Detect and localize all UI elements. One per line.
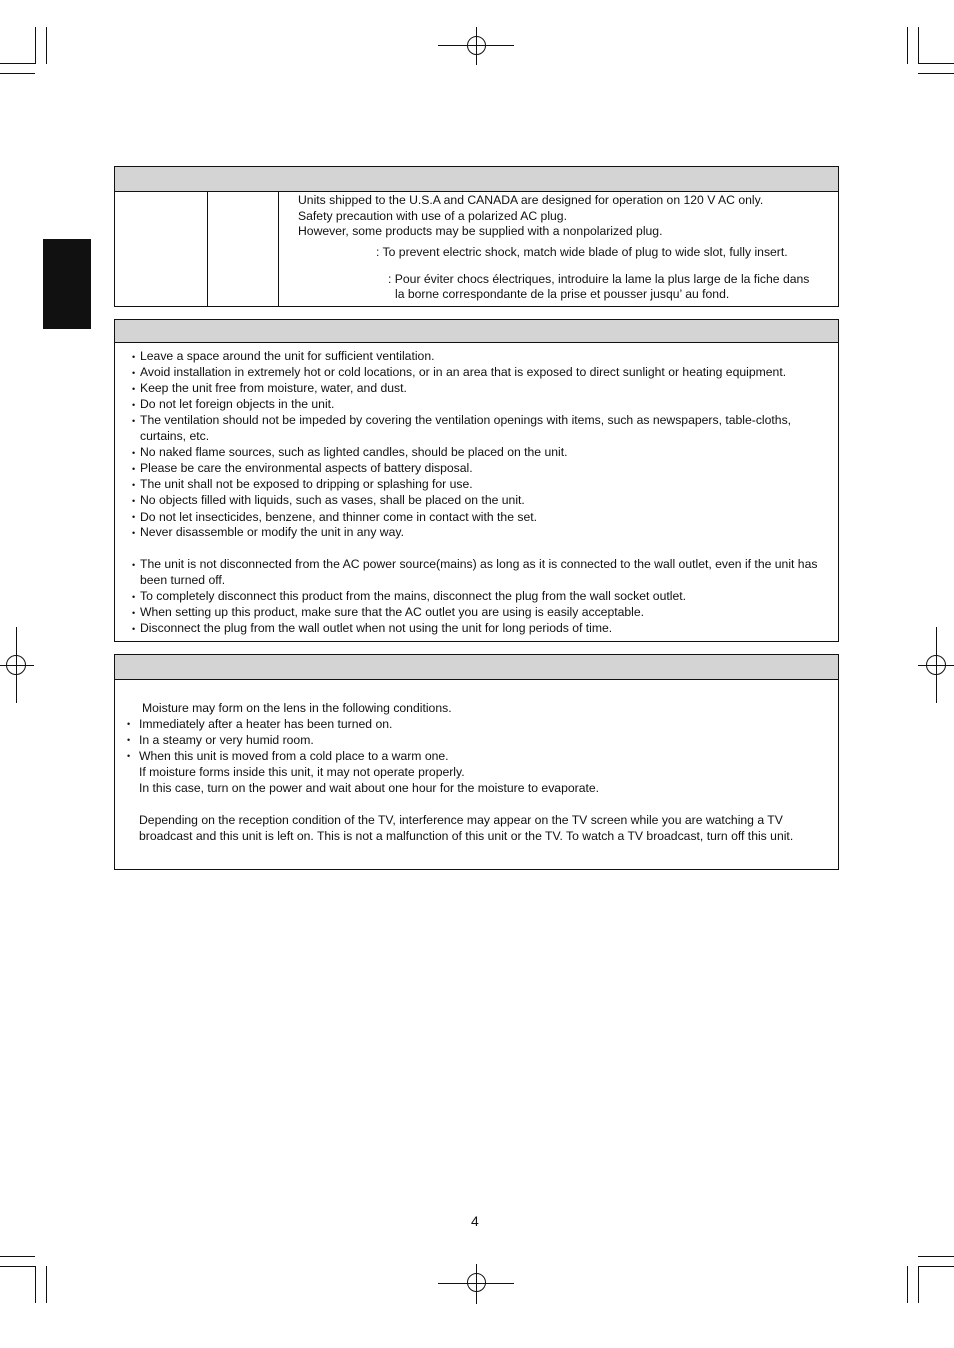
bullet: • <box>132 512 136 522</box>
list-item: Do not let insecticides, benzene, and thinner come in contact with the set. <box>140 510 537 524</box>
bullet: • <box>132 368 136 378</box>
list-item-continuation: curtains, etc. <box>140 429 210 443</box>
list-item: The unit is not disconnected from the AC power source(mains) as long as it is connected to the wall outlet, even if the unit has <box>140 557 818 571</box>
bullet: • <box>132 448 136 458</box>
precautions-header-bar <box>115 320 838 343</box>
bullet: • <box>132 528 136 538</box>
bullet: • <box>132 384 136 394</box>
list-item: Disconnect the plug from the wall outlet when not using the unit for long periods of time. <box>140 621 613 635</box>
power-supply-section <box>114 166 839 307</box>
list-item: When setting up this product, make sure that the AC outlet you are using is easily acceptable. <box>140 605 645 619</box>
bullet: • <box>132 400 136 410</box>
list-item: Avoid installation in extremely hot or cold locations, or in an area that is exposed to direct sunlight or heating equipment. <box>140 365 787 379</box>
list-item: Do not let foreign objects in the unit. <box>140 397 335 411</box>
power-polarized-text: Safety precaution with use of a polarized AC plug. <box>298 209 567 223</box>
precautions-section <box>114 319 839 642</box>
bullet: • <box>132 464 136 474</box>
bullet: • <box>127 719 131 729</box>
bullet: • <box>132 624 136 634</box>
list-item: Keep the unit free from moisture, water, and dust. <box>140 381 407 395</box>
list-item: The ventilation should not be impeded by covering the ventilation openings with items, such as newspapers, table-cloths, <box>140 413 792 427</box>
power-caution-english: : To prevent electric shock, match wide blade of plug to wide slot, fully insert. <box>376 245 788 259</box>
bullet: • <box>132 608 136 618</box>
list-item: No objects filled with liquids, such as vases, shall be placed on the unit. <box>140 493 525 507</box>
power-nonpolarized-text: However, some products may be supplied with a nonpolarized plug. <box>298 224 663 238</box>
list-item: When this unit is moved from a cold place to a warm one. <box>139 749 449 763</box>
bullet: • <box>132 560 136 570</box>
list-item: The unit shall not be exposed to dripping or splashing for use. <box>140 477 473 491</box>
list-item: Leave a space around the unit for sufficient ventilation. <box>140 349 435 363</box>
power-caution-french-1: : Pour éviter chocs électriques, introduire la lame la plus large de la fiche dans <box>388 272 810 286</box>
list-item: No naked flame sources, such as lighted candles, should be placed on the unit. <box>140 445 568 459</box>
bullet: • <box>132 352 136 362</box>
list-item: To completely disconnect this product from the mains, disconnect the plug from the wall socket outlet. <box>140 589 686 603</box>
moisture-remedy: In this case, turn on the power and wait about one hour for the moisture to evaporate. <box>139 781 600 795</box>
page-number: 4 <box>471 1213 479 1229</box>
moisture-note: If moisture forms inside this unit, it may not operate properly. <box>139 765 465 779</box>
bullet: • <box>132 416 136 426</box>
power-caution-french-2: la borne correspondante de la prise et pousser jusqu’ au fond. <box>395 287 730 301</box>
bullet: • <box>132 480 136 490</box>
notes-header-bar <box>115 655 838 680</box>
list-item: Please be care the environmental aspects of battery disposal. <box>140 461 473 475</box>
notes-section <box>114 654 839 870</box>
list-item-continuation: been turned off. <box>140 573 226 587</box>
list-item: Never disassemble or modify the unit in any way. <box>140 525 404 539</box>
bullet: • <box>127 735 131 745</box>
tv-interference-line-2: broadcast and this unit is left on. This is not a malfunction of this unit or the TV. To watch a TV broadcast, turn off this unit. <box>139 829 794 843</box>
bullet: • <box>132 496 136 506</box>
bullet: • <box>127 751 131 761</box>
moisture-intro: Moisture may form on the lens in the following conditions. <box>142 701 452 715</box>
language-side-tab <box>43 239 91 329</box>
bullet: • <box>132 592 136 602</box>
power-voltage-text: Units shipped to the U.S.A and CANADA are designed for operation on 120 V AC only. <box>298 193 764 207</box>
list-item: In a steamy or very humid room. <box>139 733 314 747</box>
list-item: Immediately after a heater has been turned on. <box>139 717 393 731</box>
tv-interference-line-1: Depending on the reception condition of the TV, interference may appear on the TV screen while you are watching a TV <box>139 813 783 827</box>
power-supply-header-bar <box>115 167 838 192</box>
